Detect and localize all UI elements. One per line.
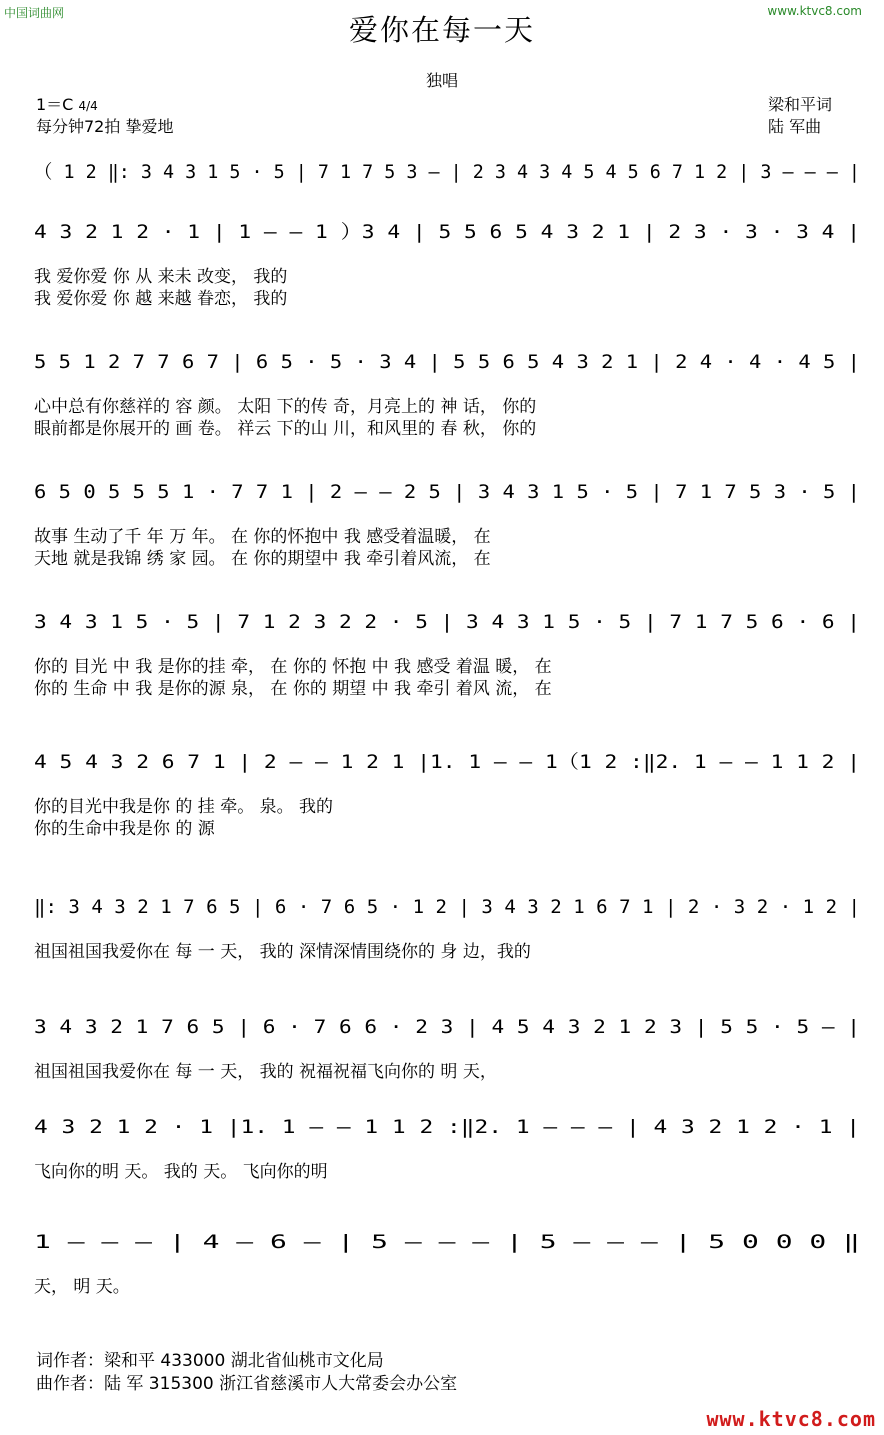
lyrics-verse-1: 故事 生动了千 年 万 年。 在 你的怀抱中 我 感受着温暖， 在 bbox=[34, 527, 491, 547]
lyrics-verse-1: 天， 明 天。 bbox=[34, 1277, 130, 1297]
lyrics-verse-2: 你的 生命 中 我 是你的源 泉， 在 你的 期望 中 我 牵引 着风 流， 在 bbox=[34, 679, 552, 699]
lyrics-verse-1: 我 爱你爱 你 从 来未 改变， 我的 bbox=[34, 267, 288, 287]
footer-composer-info: 曲作者：陆 军 315300 浙江省慈溪市人大常委会办公室 bbox=[36, 1374, 458, 1394]
notation-text: 3 4 3 2 1 7 6 5 | 6 · 7 6 6 · 2 3 | 4 5 4 3 2 1 2 3 | 5 5 · 5 – | bbox=[34, 1016, 860, 1038]
lyrics-verse-1: 祖国祖国我爱你在 每 一 天， 我的 祝福祝福飞向你的 明 天， bbox=[34, 1062, 497, 1082]
notation-row-1 bbox=[34, 150, 860, 194]
notation-row-2 bbox=[34, 210, 860, 254]
music-system-6 bbox=[0, 740, 884, 890]
lyrics-verse-1: 飞向你的明 天。 我的 天。 飞向你的明 bbox=[34, 1162, 328, 1182]
music-system-3 bbox=[0, 340, 884, 490]
music-system-5 bbox=[0, 600, 884, 750]
lyrics-verse-2: 你的生命中我是你 的 源 bbox=[34, 819, 215, 839]
notation-text: 6 5 0 5 5 5 1 · 7 7 1 | 2 – – 2 5 | 3 4 3 1 5 · 5 | 7 1 7 5 3 · 5 | bbox=[34, 481, 860, 503]
footer-lyricist-info: 词作者：梁和平 433000 湖北省仙桃市文化局 bbox=[36, 1351, 384, 1371]
notation-text: 3 4 3 1 5 · 5 | 7 1 2 3 2 2 · 5 | 3 4 3 1 5 · 5 | 7 1 7 5 6 · 6 | bbox=[34, 611, 860, 633]
key-label: 1＝C bbox=[36, 95, 74, 114]
notation-text: 4 3 2 1 2 · 1 | 1 – – 1 ）3 4 | 5 5 6 5 4 3 2 1 | 2 3 · 3 · 3 4 | bbox=[34, 221, 860, 243]
notation-text: 4 5 4 3 2 6 7 1 | 2 – – 1 2 1 |1. 1 – – 1（1 2 :‖2. 1 – – 1 1 2 | bbox=[34, 751, 860, 773]
notation-row-8 bbox=[34, 1005, 860, 1049]
notation-row-10 bbox=[34, 1220, 860, 1264]
lyrics-verse-2: 天地 就是我锦 绣 家 园。 在 你的期望中 我 牵引着风流， 在 bbox=[34, 549, 491, 569]
song-title: 爱你在每一天 bbox=[348, 13, 535, 47]
notation-text: ‖: 3 4 3 2 1 7 6 5 | 6 · 7 6 5 · 1 2 | 3 4 3 2 1 6 7 1 | 2 · 3 2 · 1 2 | bbox=[34, 896, 860, 918]
lyrics-verse-1: 你的 目光 中 我 是你的挂 牵， 在 你的 怀抱 中 我 感受 着温 暖， 在 bbox=[34, 657, 552, 677]
performance-type: 独唱 bbox=[425, 71, 458, 90]
lyrics-verse-2: 我 爱你爱 你 越 来越 眷恋， 我的 bbox=[34, 289, 288, 309]
music-system-4 bbox=[0, 470, 884, 620]
key-signature bbox=[36, 92, 98, 115]
time-signature: 4/4 bbox=[78, 99, 98, 113]
notation-row-6 bbox=[34, 740, 860, 784]
tempo-marking: 每分钟72拍 挚爱地 bbox=[36, 117, 174, 136]
lyrics-verse-1: 心中总有你慈祥的 容 颜。 太阳 下的传 奇，月亮上的 神 话， 你的 bbox=[34, 397, 537, 417]
notation-row-4 bbox=[34, 470, 860, 514]
notation-row-3 bbox=[34, 340, 860, 384]
notation-row-5 bbox=[34, 600, 860, 644]
notation-text: 1 – – – | 4 – 6 – | 5 – – – | 5 – – – | 5 0 0 0 ‖ bbox=[34, 1231, 860, 1253]
notation-row-9 bbox=[34, 1105, 860, 1149]
notation-text: （ 1 2 ‖: 3 4 3 1 5 · 5 | 7 1 7 5 3 – | 2 3 4 3 4 5 4 5 6 7 1 2 | 3 – – – | bbox=[34, 161, 860, 183]
lyrics-verse-1: 你的目光中我是你 的 挂 牵。 泉。 我的 bbox=[34, 797, 334, 817]
watermark-right[interactable]: www.ktvc8.com bbox=[767, 4, 862, 18]
lyricist-credit: 梁和平词 bbox=[768, 95, 833, 114]
lyrics-verse-2: 眼前都是你展开的 画 卷。 祥云 下的山 川，和风里的 春 秋， 你的 bbox=[34, 419, 537, 439]
music-system-2 bbox=[0, 210, 884, 360]
notation-text: 5 5 1 2 7 7 6 7 | 6 5 · 5 · 3 4 | 5 5 6 5 4 3 2 1 | 2 4 · 4 · 4 5 | bbox=[34, 351, 860, 373]
site-logo[interactable]: www.ktvc8.com bbox=[706, 1407, 876, 1431]
notation-row-7 bbox=[34, 885, 860, 929]
composer-credit: 陆 军曲 bbox=[768, 117, 822, 136]
lyrics-verse-1: 祖国祖国我爱你在 每 一 天， 我的 深情深情围绕你的 身 边，我的 bbox=[34, 942, 531, 962]
notation-text: 4 3 2 1 2 · 1 |1. 1 – – 1 1 2 :‖2. 1 – – – | 4 3 2 1 2 · 1 | bbox=[34, 1116, 860, 1138]
watermark-left: 中国词曲网 bbox=[4, 6, 65, 20]
